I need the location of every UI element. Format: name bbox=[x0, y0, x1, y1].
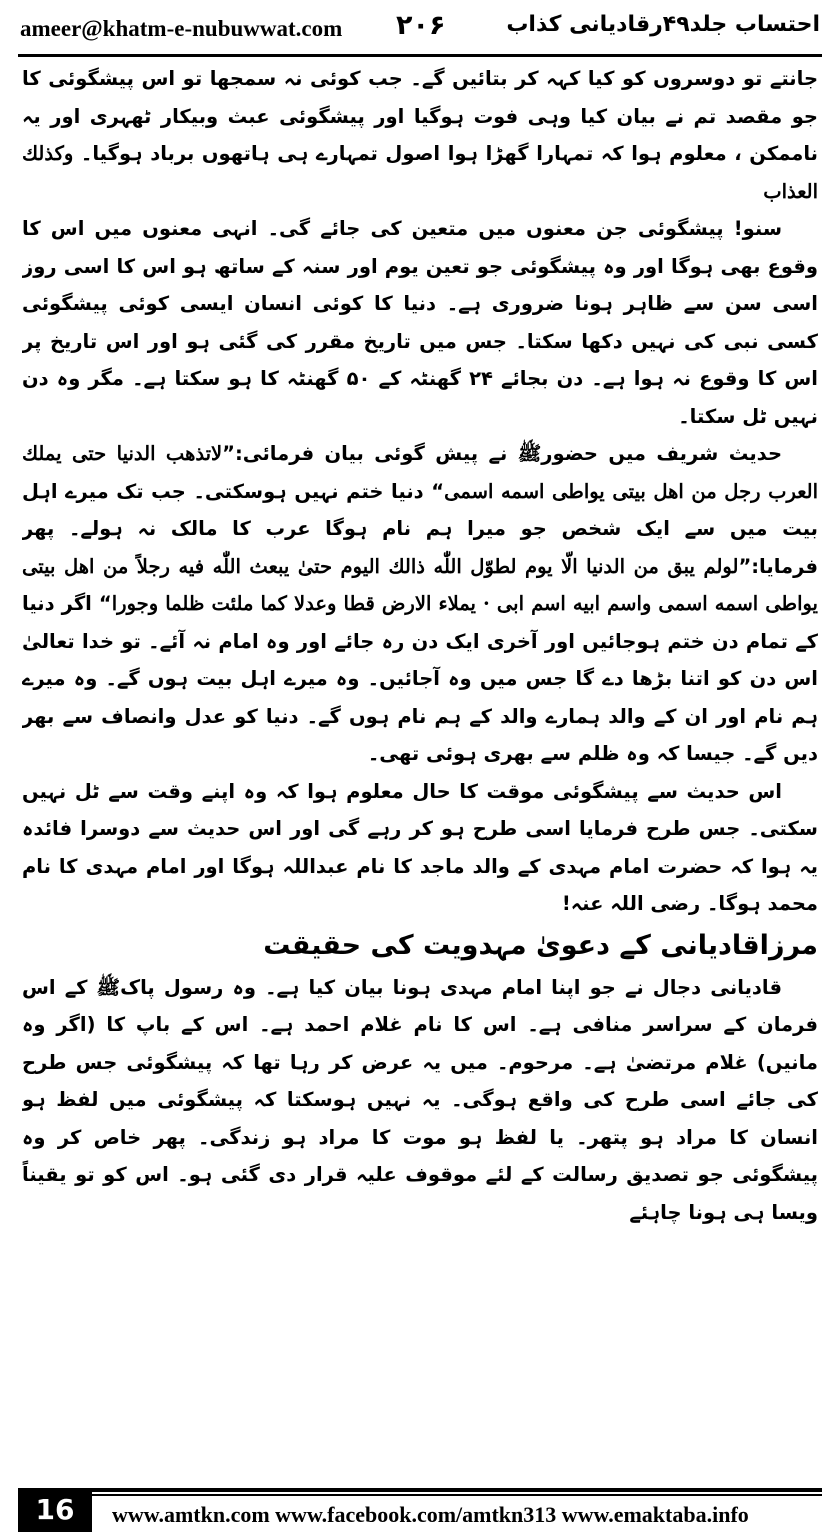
paragraph-1 bbox=[22, 60, 818, 210]
page-body bbox=[22, 60, 818, 1478]
header-page-number: ۲۰۶ bbox=[396, 10, 446, 41]
footer-page-number: 16 bbox=[18, 1488, 92, 1532]
hadith-arabic-1: لاتذهب الدنيا حتى يملك العرب رجل من اهل بيتى يواطى اسمه اسمى bbox=[22, 442, 818, 503]
paragraph-1-arabic: وكذلك العذاب bbox=[22, 142, 818, 203]
paragraph-3b: “ دنیا ختم نہیں ہوسکتی۔ جب تک میرے اہل بیت میں سے ایک شخص جو میرا ہم نام ہوگا عرب کا مالک نہ ہولے۔ پھر فرمایا:” bbox=[22, 479, 818, 578]
hadith-arabic-2: لولم يبق من الدنيا الّا يوم لطوّل اللّٰه ذالك اليوم حتىٰ يبعث اللّٰه فيه رجلاً من اهل بيتى يواطى اسمه اسمى واسم ابيه اسم ابى · يملاء الارض قطا وعدلا كما ملئت ظلما وجورا bbox=[22, 554, 818, 615]
paragraph-1-text: جانتے تو دوسروں کو کیا کہہ کر بتائیں گے۔ جب کوئی نہ سمجھا تو اس پیشگوئی کا جو مقصد تم نے بیان کیا وہی فوت ہوگیا اور پیشگوئی عبث وبیکار ٹھہری اور یہ ناممکن ، معلوم ہوا کہ تمہارا گھڑا ہوا اصول تمہارے ہی ہاتھوں برباد ہوگیا۔ bbox=[22, 67, 818, 165]
paragraph-2: سنو! پیشگوئی جن معنوں میں متعین کی جائے گی۔ انہی معنوں میں اس کا وقوع بھی ہوگا اور وہ پیشگوئی جو تعین یوم اور سنہ کے ساتھ ہو اس کا اسی روز اسی سن سے ظاہر ہونا ضروری ہے۔ دنیا کا کوئی انسان ایسی کوئی پیشگوئی کسی نبی کی نہیں دکھا سکتا۔ جس میں تاریخ مقرر کی گئی ہو اور اس تاریخ پر اس کا وقوع نہ ہوا ہے۔ دن بجائے ۲۴ گھنٹہ کے ۵۰ گھنٹہ کا ہو سکتا ہے۔ مگر وہ دن نہیں ٹل سکتا۔ bbox=[22, 217, 818, 428]
paragraph-5: قادیانی دجال نے جو اپنا امام مہدی ہونا بیان کیا ہے۔ وہ رسول پاکﷺ کے اس فرمان کے سراسر منافی ہے۔ اس کا نام غلام احمد ہے۔ اس کے باپ کا (اگر وہ مانیں) غلام مرتضیٰ ہے۔ مرحوم۔ میں یہ عرض کر رہا تھا کہ پیشگوئی جس طرح کی جائے اسی طرح کی واقع ہوگی۔ یہ نہیں ہوسکتا کہ پیشگوئی میں لفظ ہو انسان کا مراد ہو پتھر۔ یا لفظ ہو موت کا مراد ہو زندگی۔ پھر خاص کر وہ پیشگوئی جو تصدیق رسالت کے لئے موقوف علیہ قرار دی گئی ہو۔ اس کو تو یقیناً ویسا ہی ہونا چاہئے bbox=[22, 975, 818, 1224]
page-header bbox=[18, 6, 822, 52]
footer-rule bbox=[18, 1488, 822, 1492]
paragraph-3a: حدیث شریف میں حضورﷺ نے پیش گوئی بیان فرمائی:” bbox=[222, 442, 782, 465]
header-email: ameer@khatm-e-nubuwwat.com bbox=[20, 16, 343, 41]
section-heading: مرزاقادیانی کے دعویٰ مہدویت کی حقیقت bbox=[263, 929, 818, 961]
paragraph-3c: “ اگر دنیا کے تمام دن ختم ہوجائیں اور آخری ایک دن رہ جائے اور وہ امام نہ آئے۔ تو خدا تعالیٰ اس دن کو اتنا بڑھا دے گا جس میں وہ آجائیں۔ وہ میرے اہل بیت ہوں گے۔ وہ میرے ہم نام اور ان کے والد ہمارے والد کے ہم نام ہوں گے۔ دنیا کو عدل وانصاف سے بھر دیں گے۔ جیسا کہ وہ ظلم سے بھری ہوئی تھی۔ bbox=[22, 592, 818, 765]
paragraph-4: اس حدیث سے پیشگوئی موقت کا حال معلوم ہوا کہ وہ اپنے وقت سے ٹل نہیں سکتی۔ جس طرح فرمایا اسی طرح ہو کر رہے گی اور اس حدیث سے دوسرا فائدہ یہ ہوا کہ حضرت امام مہدی کے والد ماجد کا نام عبداللہ ہوگا اور امام مہدی کا نام محمد ہوگا۔ رضی اللہ عنہ! bbox=[22, 779, 818, 915]
paragraph-3 bbox=[22, 435, 818, 773]
footer-urls: www.amtkn.com www.facebook.com/amtkn313 www.emaktaba.info bbox=[112, 1502, 749, 1527]
running-title: احتساب جلد۴۹رقادیانی کذاب bbox=[506, 12, 820, 37]
footer-rule-thin bbox=[18, 1494, 822, 1496]
header-rule bbox=[18, 54, 822, 57]
page-footer bbox=[0, 1484, 840, 1540]
